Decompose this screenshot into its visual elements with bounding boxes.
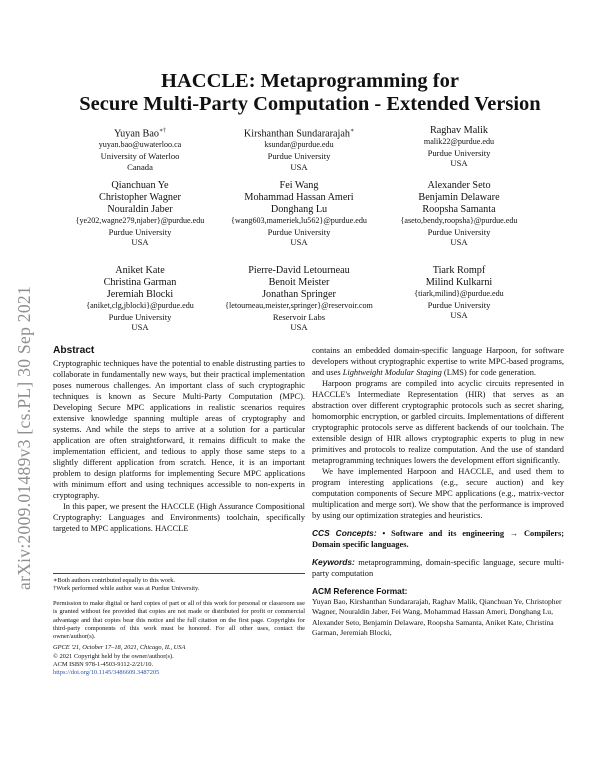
author-affiliation: Purdue University xyxy=(108,226,172,237)
author-affiliation: Purdue University xyxy=(267,226,331,237)
arxiv-identifier: arXiv:2009.01489v3 [cs.PL] 30 Sep 2021 xyxy=(14,285,34,590)
author-name: Benjamin Delaware xyxy=(418,192,500,203)
footnotes xyxy=(53,573,305,593)
author-name: Nouraldin Jaber xyxy=(107,204,173,215)
footnote: †Work performed while author was at Purdue University. xyxy=(53,585,200,593)
author-email: {wang603,mameriek,lu562}@purdue.edu xyxy=(231,216,367,225)
author-country: USA xyxy=(290,237,308,248)
abstract-heading: Abstract xyxy=(53,345,95,356)
author-email: malik22@purdue.edu xyxy=(423,137,495,146)
author-name: Alexander Seto xyxy=(427,180,491,191)
abstract-paragraph: We have implemented Harpoon and HACCLE, and used them to program interesting applications (e.g., secure auction) and key computation components of Secure MPC applications (e.g., matrix-vector multiplication and merge sort). We show that the performance is improved by using our optimization strategies and heuristics. xyxy=(312,467,564,520)
author-name: Yuyan Bao∗† xyxy=(113,128,167,140)
permission-block xyxy=(53,600,305,678)
author-affiliation: Reservoir Labs xyxy=(272,311,326,322)
author-email: ksundar@purdue.edu xyxy=(264,140,334,150)
author-email: yuyan.bao@uwaterloo.ca xyxy=(98,140,182,150)
author-name: Qianchuan Ye xyxy=(111,180,169,191)
author-name: Christopher Wagner xyxy=(99,192,181,203)
left-column xyxy=(53,345,305,534)
author-affiliation: Purdue University xyxy=(108,311,172,322)
author-email: {tiark,milind}@purdue.edu xyxy=(414,289,504,298)
author-name: Aniket Kate xyxy=(115,265,165,276)
author-name: Fei Wang xyxy=(279,180,319,191)
author-name: Raghav Malik xyxy=(429,125,488,136)
author-name: Milind Kulkarni xyxy=(425,277,493,288)
author-name: Kirshanthan Sundararajah∗ xyxy=(243,128,355,140)
author-name: Roopsha Samanta xyxy=(422,204,496,215)
author-name: Benoit Meister xyxy=(268,277,330,288)
author-email: {aseto,bendy,roopsha}@purdue.edu xyxy=(400,216,518,225)
author-affiliation: Purdue University xyxy=(267,150,331,161)
abstract-paragraph: Harpoon programs are compiled into acyclic circuits represented in HACCLE's Intermediate Representation (HIR) that serves as an abstraction over different cryptographic protocols such as secret sharing, homomorphic encryption, or garbled circuits. Implementations of different cryptographic protocols serve as different backends of our toolchain. The extensible design of HIR allows cryptographic experts to plug in new primitives and protocols to realize computation. And the use of standard metaprogramming techniques lowers the development effort significantly. xyxy=(312,379,564,465)
author-email: {letourneau,meister,springer}@reservoir.com xyxy=(225,301,373,310)
abstract-paragraph: contains an embedded domain-specific language Harpoon, for software developers without cryptographic expertise to write MPC-based programs, and uses Lightweight Modular Staging (LMS) for code generation. xyxy=(312,346,564,377)
author-email: {aniket,clg,jblocki}@purdue.edu xyxy=(86,301,194,310)
author-country: Canada xyxy=(127,161,153,172)
copyright-notice: © 2021 Copyright held by the owner/author(s). xyxy=(53,652,174,660)
permission-text: Permission to make digital or hard copies of part or all of this work for personal or classroom use is granted without fee provided that copies are not made or distributed for profit or commercial advantage and that copies bear this notice and the full citation on the first page. Copyrights for third-party components of this work must be honored. For all other uses, contact the owner/author(s). xyxy=(53,600,305,641)
author-name: Pierre-David Letourneau xyxy=(248,265,350,276)
title-line-2: Secure Multi-Party Computation - Extended Version xyxy=(79,93,541,115)
author-name: Jeremiah Blocki xyxy=(106,289,174,300)
author-country: USA xyxy=(450,237,468,248)
isbn: ACM ISBN 978-1-4503-9112-2/21/10. xyxy=(53,661,154,669)
keywords: Keywords: metaprogramming, domain-specific language, secure multi-party computation xyxy=(312,557,564,578)
ccs-concepts: CCS Concepts: • Software and its engineering → Compilers; Domain specific languages. xyxy=(312,528,564,549)
abstract-paragraph: Cryptographic techniques have the potential to enable distrusting parties to collaborate in fundamentally new ways, but their practical implementation poses numerous challenges. An important class of such cryptographic techniques is known as Secure Multi-Party Computation (MPC). Developing Secure MPC applications in realistic scenarios requires extensive knowledge spanning multiple areas of cryptography and systems. And while the steps to arrive at a solution for a particular application are often straightforward, it remains difficult to make the implementation efficient, and tedious to apply those same steps to a slightly different application from scratch. Hence, it is an important problem to design platforms for implementing Secure MPC applications with minimum effort and using techniques accessible to non-experts in cryptography. xyxy=(53,359,305,500)
author-affiliation: Purdue University xyxy=(427,147,491,158)
author-email: {ye202,wagne279,njaber}@purdue.edu xyxy=(75,216,205,225)
title-line-1: HACCLE: Metaprogramming for xyxy=(161,70,459,92)
paper-title xyxy=(40,70,580,116)
doi-link[interactable]: https://doi.org/10.1145/3486609.3487205 xyxy=(53,669,160,677)
author-name: Christina Garman xyxy=(103,277,177,288)
author-country: USA xyxy=(131,322,149,333)
author-name: Donghang Lu xyxy=(270,204,328,215)
author-country: USA xyxy=(450,310,468,321)
author-affiliation: Purdue University xyxy=(427,226,491,237)
acm-reference-text: Yuyan Bao, Kirshanthan Sundararajah, Raghav Malik, Qianchuan Ye, Christopher Wagner, Nouraldin Jaber, Fei Wang, Mohammad Hassan Ameri, Donghang Lu, Alexander Seto, Benjamin Delaware, Roopsha Samanta, Aniket Kate, Christina Garman, Jeremiah Blocki, xyxy=(312,597,562,638)
author-name: Mohammad Hassan Ameri xyxy=(244,192,354,203)
author-country: USA xyxy=(131,237,149,248)
author-affiliation: University of Waterloo xyxy=(100,150,180,161)
author-country: USA xyxy=(290,322,308,333)
author-name: Jonathan Springer xyxy=(262,289,336,300)
abstract-paragraph: In this paper, we present the HACCLE (High Assurance Compositional Cryptography: Languages and Environments) toolchain, specifically targeted to MPC applications. HACCLE xyxy=(53,502,305,533)
conference-info: GPCE '21, October 17–18, 2021, Chicago, IL, USA xyxy=(53,644,186,652)
right-column xyxy=(312,345,564,639)
author-block xyxy=(364,180,554,248)
footnote: ∗Both authors contributed equally to this work. xyxy=(53,577,176,584)
author-country: USA xyxy=(290,161,308,172)
author-affiliation: Purdue University xyxy=(427,299,491,310)
acm-reference-heading: ACM Reference Format: xyxy=(312,586,408,596)
author-country: USA xyxy=(450,158,468,169)
author-block xyxy=(364,265,554,321)
author-name: Tiark Rompf xyxy=(432,265,486,276)
author-block xyxy=(364,125,554,169)
